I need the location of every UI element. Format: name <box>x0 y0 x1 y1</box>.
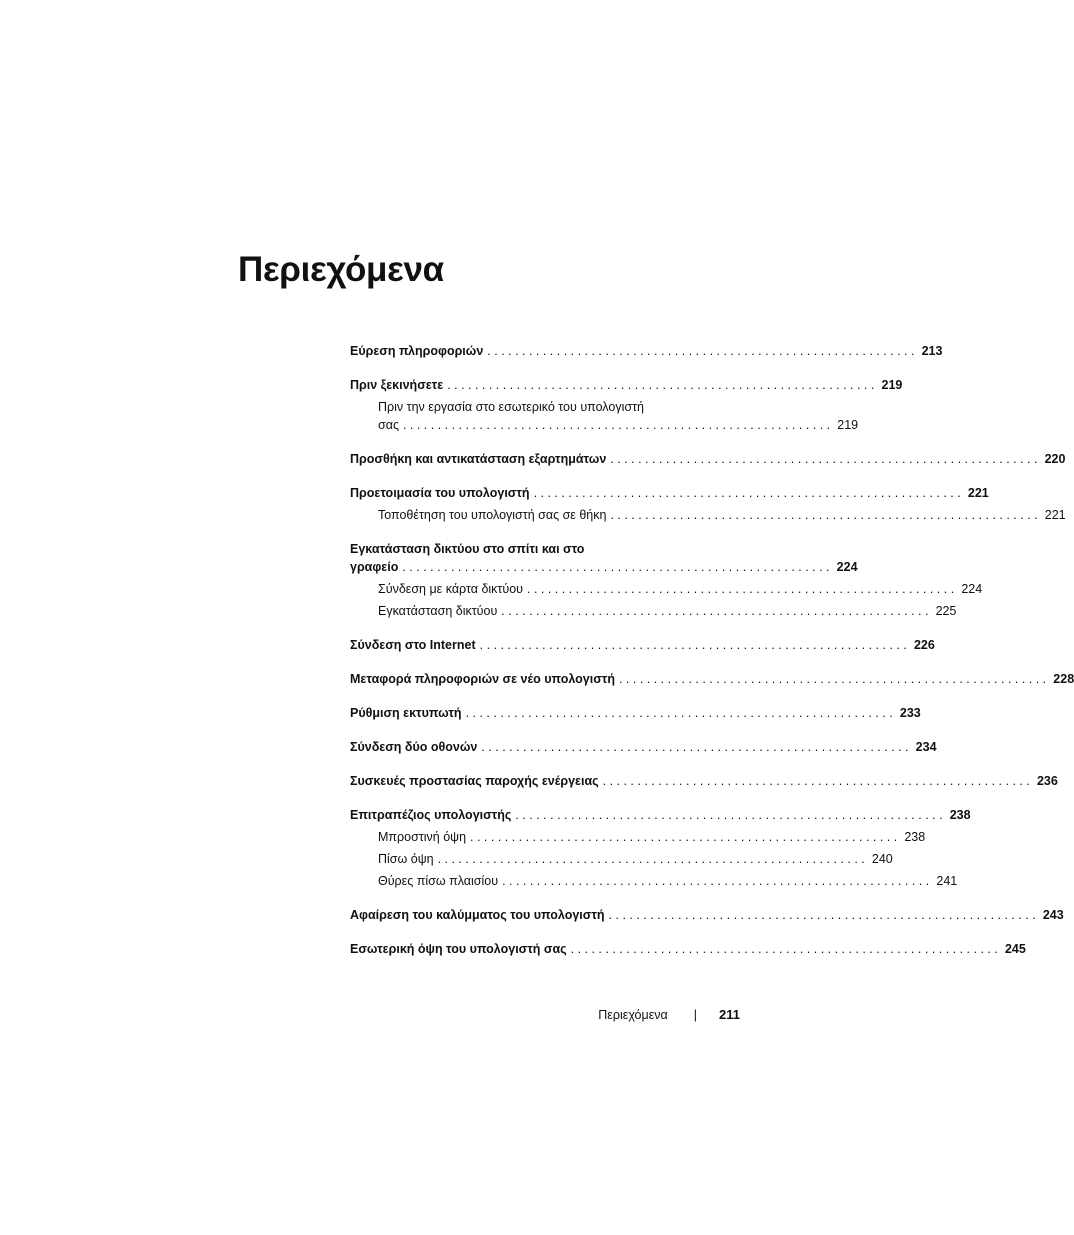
dot-leader <box>481 738 908 756</box>
toc-entry[interactable] <box>350 558 858 576</box>
toc-entry-title: Πριν ξεκινήσετε <box>350 378 444 392</box>
toc-entry-page: 219 <box>881 378 903 392</box>
toc-section <box>350 704 921 722</box>
toc-subentry[interactable] <box>378 506 1066 524</box>
toc-subentry[interactable] <box>378 828 926 846</box>
toc-entry-page: 224 <box>836 560 858 574</box>
toc-subentry[interactable] <box>378 872 958 890</box>
toc-entry[interactable] <box>350 484 989 502</box>
toc-subentry-page: 224 <box>961 582 983 596</box>
toc-entry-page: 236 <box>1036 774 1058 788</box>
toc-entry-page: 226 <box>913 638 935 652</box>
toc-section <box>350 738 937 756</box>
toc-entry-title: Προσθήκη και αντικατάσταση εξαρτημάτων <box>350 452 607 466</box>
toc-subentry-page: 221 <box>1044 508 1066 522</box>
toc-entry-page: 233 <box>899 706 921 720</box>
toc-entry-page: 228 <box>1053 672 1074 686</box>
table-of-contents <box>350 342 1074 974</box>
toc-entry-title: Σύνδεση στο Internet <box>350 638 476 652</box>
toc-subentry-page: 238 <box>904 830 926 844</box>
toc-entry[interactable] <box>350 636 935 654</box>
footer-section-label: Περιεχόμενα <box>598 1008 668 1022</box>
toc-section <box>350 342 943 360</box>
dot-leader <box>487 342 914 360</box>
toc-subentry[interactable] <box>378 416 859 434</box>
toc-section <box>350 636 935 654</box>
toc-entry[interactable] <box>350 772 1058 790</box>
toc-entry[interactable] <box>350 704 921 722</box>
toc-subentry-page: 225 <box>935 604 957 618</box>
toc-subentry-page: 219 <box>837 418 859 432</box>
toc-entry-page: 213 <box>921 344 943 358</box>
dot-leader <box>609 906 1036 924</box>
dot-leader <box>571 940 998 958</box>
toc-subentry-title: Τοποθέτηση του υπολογιστή σας σε θήκη <box>378 508 607 522</box>
toc-section <box>350 670 1074 688</box>
toc-entry-title: Συσκευές προστασίας παροχής ενέργειας <box>350 774 599 788</box>
toc-entry-page: 245 <box>1004 942 1026 956</box>
dot-leader <box>466 704 893 722</box>
dot-leader <box>610 450 1037 468</box>
toc-subentry-title: Θύρες πίσω πλαισίου <box>378 874 499 888</box>
toc-entry[interactable] <box>350 450 1066 468</box>
toc-entry-title: Εσωτερική όψη του υπολογιστή σας <box>350 942 567 956</box>
dot-leader <box>527 580 954 598</box>
toc-entry-title: Εύρεση πληροφοριών <box>350 344 484 358</box>
dot-leader <box>403 416 830 434</box>
toc-entry-page: 220 <box>1044 452 1066 466</box>
page-number: 211 <box>719 1007 740 1022</box>
footer-separator: | <box>693 1008 698 1022</box>
dot-leader <box>534 484 961 502</box>
toc-entry[interactable] <box>350 906 1064 924</box>
toc-entry-title-line1[interactable]: Εγκατάσταση δικτύου στο σπίτι και στο <box>350 542 585 556</box>
page-title: Περιεχόμενα <box>238 250 444 289</box>
toc-subentry[interactable] <box>378 850 893 868</box>
toc-entry-title: Ρύθμιση εκτυπωτή <box>350 706 462 720</box>
dot-leader <box>470 828 897 846</box>
toc-section <box>350 806 971 890</box>
toc-entry[interactable] <box>350 940 1026 958</box>
toc-entry-page: 243 <box>1042 908 1064 922</box>
toc-subentry-title: Σύνδεση με κάρτα δικτύου <box>378 582 523 596</box>
toc-subentry-title: Μπροστινή όψη <box>378 830 467 844</box>
toc-entry[interactable] <box>350 342 943 360</box>
dot-leader <box>438 850 865 868</box>
toc-subentry-title: σας <box>378 418 399 432</box>
toc-entry-page: 221 <box>967 486 989 500</box>
toc-section <box>350 940 1026 958</box>
toc-entry-page: 238 <box>949 808 971 822</box>
toc-entry-page: 234 <box>915 740 937 754</box>
toc-subentry-title: Εγκατάσταση δικτύου <box>378 604 498 618</box>
toc-subentry[interactable] <box>378 602 957 620</box>
toc-entry-title: Επιτραπέζιος υπολογιστής <box>350 808 512 822</box>
toc-entry-title: Προετοιμασία του υπολογιστή <box>350 486 530 500</box>
toc-section <box>350 540 983 620</box>
toc-entry[interactable] <box>350 806 971 824</box>
dot-leader <box>610 506 1037 524</box>
toc-section <box>350 484 1066 524</box>
toc-entry-title: Μεταφορά πληροφοριών σε νέο υπολογιστή <box>350 672 615 686</box>
toc-subentry-title: Πίσω όψη <box>378 852 434 866</box>
dot-leader <box>447 376 874 394</box>
toc-entry-title: Σύνδεση δύο οθονών <box>350 740 478 754</box>
toc-section <box>350 450 1066 468</box>
dot-leader <box>619 670 1046 688</box>
dot-leader <box>480 636 907 654</box>
dot-leader <box>603 772 1030 790</box>
toc-subentry-title-line1[interactable]: Πριν την εργασία στο εσωτερικό του υπολογιστή <box>378 400 644 414</box>
dot-leader <box>502 872 929 890</box>
toc-entry[interactable] <box>350 738 937 756</box>
toc-entry-title: γραφείο <box>350 560 399 574</box>
toc-subentry-page: 240 <box>871 852 893 866</box>
dot-leader <box>402 558 829 576</box>
toc-subentry-page: 241 <box>936 874 958 888</box>
toc-entry[interactable] <box>350 670 1074 688</box>
dot-leader <box>515 806 942 824</box>
toc-entry-title: Αφαίρεση του καλύμματος του υπολογιστή <box>350 908 605 922</box>
toc-section <box>350 906 1064 924</box>
toc-entry[interactable] <box>350 376 903 394</box>
dot-leader <box>501 602 928 620</box>
toc-section <box>350 772 1058 790</box>
toc-subentry[interactable] <box>378 580 983 598</box>
toc-section <box>350 376 903 434</box>
page-footer <box>560 1006 740 1024</box>
